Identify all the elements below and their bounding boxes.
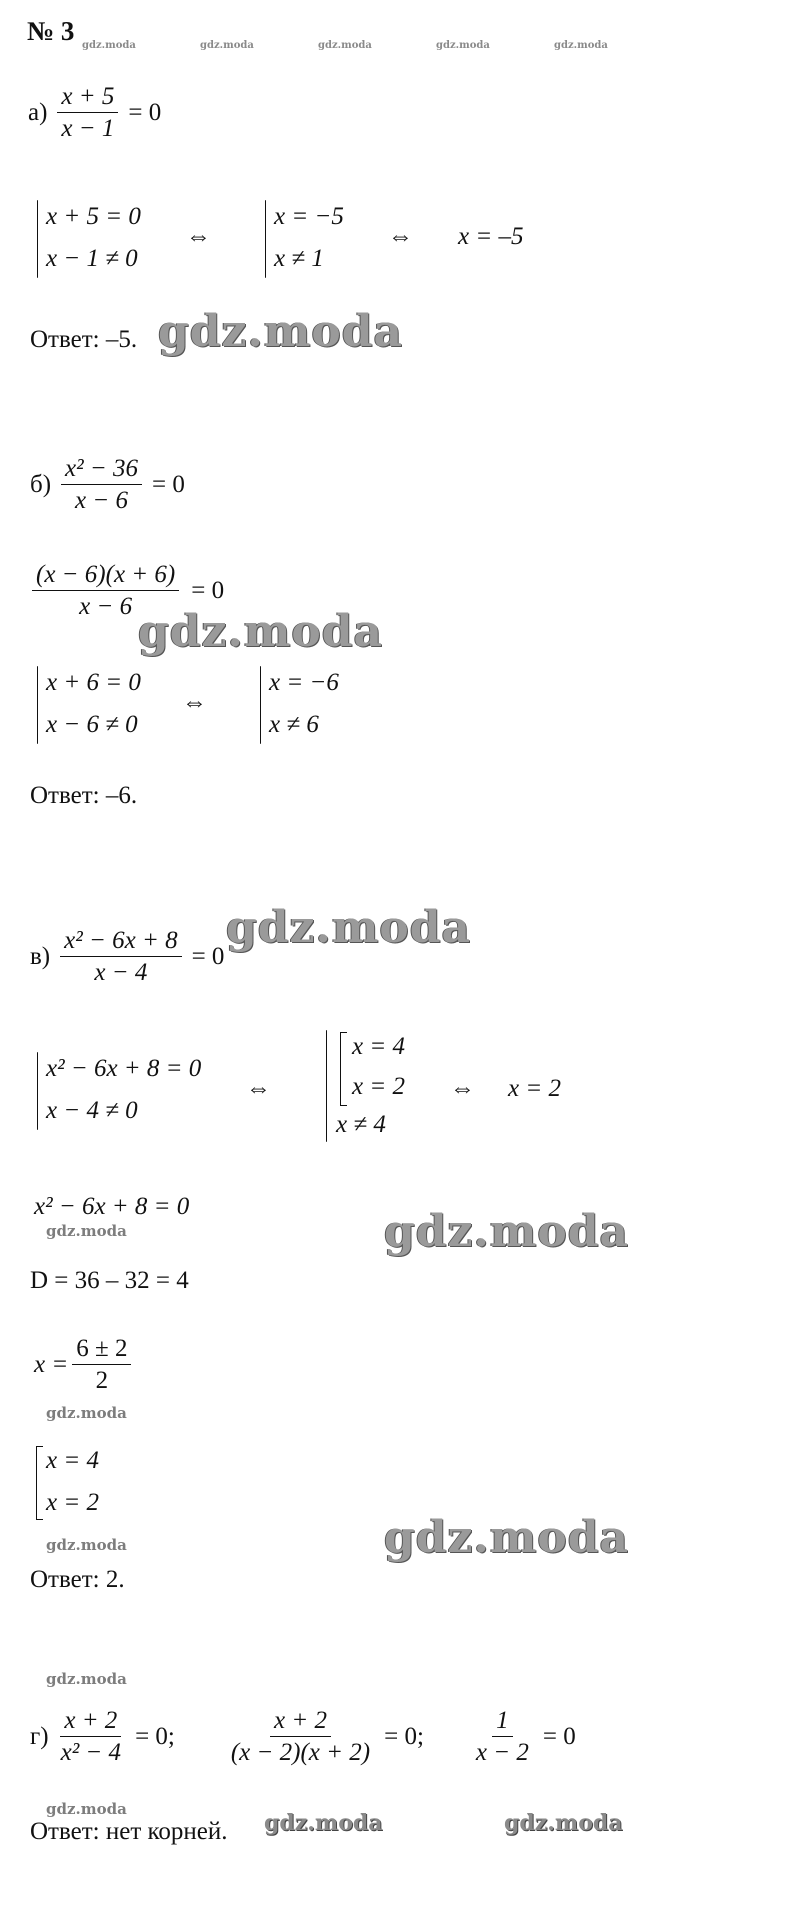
part-c-system1-line1: x² − 6x + 8 = 0	[46, 1055, 202, 1082]
part-d-equations	[30, 1708, 576, 1765]
watermark: gdz.moda	[504, 1810, 623, 1836]
part-a-fraction	[57, 84, 118, 141]
part-a-equation	[28, 84, 161, 141]
system-brace	[260, 666, 261, 744]
part-c-set-line3: x ≠ 4	[336, 1111, 386, 1138]
part-c-equation	[30, 928, 224, 985]
fraction-denominator: x − 1	[61, 115, 115, 142]
part-a-system2-line2: x ≠ 1	[274, 245, 324, 272]
problem-title: № 3	[27, 16, 75, 46]
formula-lhs: x =	[34, 1351, 69, 1378]
set-bracket	[36, 1446, 43, 1520]
part-a-result: x = –5	[458, 223, 524, 250]
part-d-answer: Ответ: нет корней.	[30, 1818, 228, 1845]
fraction-denominator: x − 2	[475, 1739, 529, 1766]
fraction-denominator: (x − 2)(x + 2)	[230, 1739, 371, 1766]
part-c-set-line1: x = 4	[352, 1033, 405, 1060]
part-b-system2-line2: x ≠ 6	[269, 711, 319, 738]
fraction-numerator: x + 2	[270, 1708, 331, 1737]
equivalence-symbol: ⇔	[388, 223, 413, 250]
fraction-numerator: 1	[492, 1708, 513, 1737]
part-b-answer: Ответ: –6.	[30, 782, 138, 809]
watermark: gdz.moda	[82, 40, 136, 51]
watermark: gdz.moda	[318, 40, 372, 51]
fraction-denominator: x − 4	[94, 959, 148, 986]
part-c-quadratic: x² − 6x + 8 = 0	[34, 1193, 190, 1220]
system-brace	[265, 200, 266, 278]
part-b-label: б)	[30, 471, 52, 498]
part-c-discriminant: D = 36 – 32 = 4	[30, 1267, 189, 1294]
watermark: gdz.moda	[138, 606, 384, 657]
part-b-system2-line1: x = −6	[269, 669, 339, 696]
system-brace	[326, 1030, 327, 1142]
fraction-numerator: x² − 36	[61, 456, 142, 485]
watermark: gdz.moda	[158, 306, 404, 357]
equivalence-symbol: ⇔	[186, 223, 211, 250]
watermark: gdz.moda	[46, 1536, 127, 1554]
watermark: gdz.moda	[46, 1404, 127, 1422]
part-c-roots-line2: x = 2	[46, 1489, 99, 1516]
set-bracket	[340, 1032, 347, 1106]
part-b-equation	[30, 456, 185, 513]
watermark: gdz.moda	[264, 1810, 383, 1836]
part-d-label: г)	[30, 1723, 49, 1750]
part-a-answer: Ответ: –5.	[30, 326, 138, 353]
part-d-fraction-1	[57, 1708, 125, 1765]
equivalence-symbol: ⇔	[246, 1075, 271, 1102]
watermark: gdz.moda	[554, 40, 608, 51]
watermark: gdz.moda	[46, 1800, 127, 1818]
fraction-denominator: 2	[95, 1367, 109, 1394]
watermark: gdz.moda	[200, 40, 254, 51]
part-c-roots-line1: x = 4	[46, 1447, 99, 1474]
system-brace	[37, 200, 38, 278]
watermark: gdz.moda	[226, 902, 472, 953]
equation-rhs: = 0;	[135, 1723, 175, 1750]
watermark: gdz.moda	[46, 1222, 127, 1240]
part-a-system1-line1: x + 5 = 0	[46, 203, 141, 230]
part-a-label: а)	[28, 99, 48, 126]
fraction-numerator: x + 2	[60, 1708, 121, 1737]
part-c-roots-formula	[34, 1336, 131, 1393]
part-d-fraction-3	[472, 1708, 533, 1765]
equation-rhs: = 0	[128, 99, 162, 126]
watermark: gdz.moda	[384, 1512, 630, 1563]
equation-rhs: = 0	[152, 471, 185, 498]
part-b-fraction	[61, 456, 142, 513]
equivalence-symbol: ⇔	[182, 689, 207, 716]
part-b-system1-line2: x − 6 ≠ 0	[46, 711, 138, 738]
part-b-system1-line1: x + 6 = 0	[46, 669, 141, 696]
equation-rhs: = 0	[191, 943, 225, 970]
equivalence-symbol: ⇔	[450, 1075, 475, 1102]
part-c-set-line2: x = 2	[352, 1073, 405, 1100]
watermark: gdz.moda	[46, 1670, 127, 1688]
equation-rhs: = 0;	[384, 1723, 424, 1750]
part-a-system2-line1: x = −5	[274, 203, 344, 230]
part-c-label: в)	[30, 943, 51, 970]
roots-fraction	[72, 1336, 131, 1393]
fraction-denominator: x − 6	[79, 593, 133, 620]
equation-rhs: = 0	[191, 577, 225, 604]
fraction-denominator: x − 6	[75, 487, 129, 514]
fraction-numerator: x² − 6x + 8	[60, 928, 181, 957]
equation-rhs: = 0	[542, 1723, 576, 1750]
part-a-system1-line2: x − 1 ≠ 0	[46, 245, 138, 272]
fraction-numerator: x + 5	[57, 84, 118, 113]
part-d-fraction-2	[227, 1708, 374, 1765]
system-brace	[37, 1052, 38, 1130]
fraction-numerator: (x − 6)(x + 6)	[32, 562, 179, 591]
part-c-result: x = 2	[508, 1075, 561, 1102]
watermark: gdz.moda	[436, 40, 490, 51]
watermark: gdz.moda	[384, 1206, 630, 1257]
fraction-denominator: x² − 4	[60, 1739, 122, 1766]
part-c-system1-line2: x − 4 ≠ 0	[46, 1097, 138, 1124]
part-c-answer: Ответ: 2.	[30, 1566, 125, 1593]
part-c-fraction	[60, 928, 181, 985]
system-brace	[37, 666, 38, 744]
fraction-numerator: 6 ± 2	[72, 1336, 131, 1365]
